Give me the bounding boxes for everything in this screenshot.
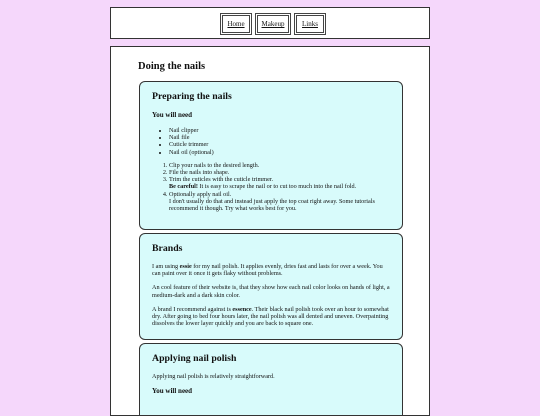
section-heading: You will need — [152, 111, 193, 119]
nav-link-makeup[interactable]: Makeup — [255, 13, 291, 35]
brand-name: essie — [179, 263, 192, 270]
list-item — [169, 191, 390, 213]
nav-menu — [220, 13, 326, 35]
list-item: 1. Clip your nails to the desired length. — [169, 162, 390, 169]
step-text: Trim the cuticles with the cuticle trimmer. — [169, 176, 274, 184]
card-title: Applying nail polish — [152, 353, 237, 364]
card-brands — [139, 233, 403, 340]
warning-label: Be careful! — [169, 183, 198, 191]
steps-list — [152, 162, 390, 212]
section-heading: You will need — [152, 387, 193, 396]
paragraph — [152, 306, 390, 328]
text: . Their black nail polish took over an hour to somewhat dry. After going to bed four hours later, the nail polish was all dented and uneven. Overpainting dissolves the lower layer quickly and you are back to square one. — [152, 305, 389, 328]
step-note: I don't usually do that and instead just apply the top coat right away. Some tutorials recommend it though. Try what works best for you. — [169, 197, 375, 213]
page-title: Doing the nails — [138, 61, 206, 72]
supplies-list — [152, 127, 390, 156]
step-text: Optionally apply nail oil. — [169, 190, 232, 198]
paragraph: An cool feature of their website is, that they show how each nail color looks on hands of light, a medium-dark and a dark skin color. — [152, 284, 390, 299]
top-navigation-bar — [110, 7, 430, 39]
list-item: • Nail file — [169, 134, 390, 141]
list-item: • Nail oil (optional) — [169, 149, 390, 156]
card-title: Brands — [152, 243, 183, 254]
card-applying-polish — [139, 343, 403, 416]
list-item — [169, 176, 390, 190]
list-item: • Nail clipper — [169, 127, 390, 134]
paragraph — [152, 263, 390, 277]
text: for my nail polish. It applies evenly, dries fast and lasts for over a week. You can paint over it once it gets flaky without problems. — [152, 263, 383, 278]
warning-text: It is easy to scrape the nail or to cut too much into the nail fold. — [197, 183, 357, 191]
brand-name: essence — [232, 305, 252, 313]
text: A brand I recommend against is — [152, 305, 233, 313]
main-content — [110, 46, 430, 416]
list-item: 2. File the nails into shape. — [169, 169, 390, 176]
paragraph: Applying nail polish is relatively straightforward. — [152, 373, 275, 380]
nav-link-home[interactable]: Home — [220, 13, 252, 35]
nav-link-links[interactable]: Links — [294, 13, 326, 35]
card-preparing-nails — [139, 81, 403, 230]
text: I am using — [152, 263, 180, 270]
card-title: Preparing the nails — [152, 91, 232, 102]
list-item: • Cuticle trimmer — [169, 141, 390, 148]
